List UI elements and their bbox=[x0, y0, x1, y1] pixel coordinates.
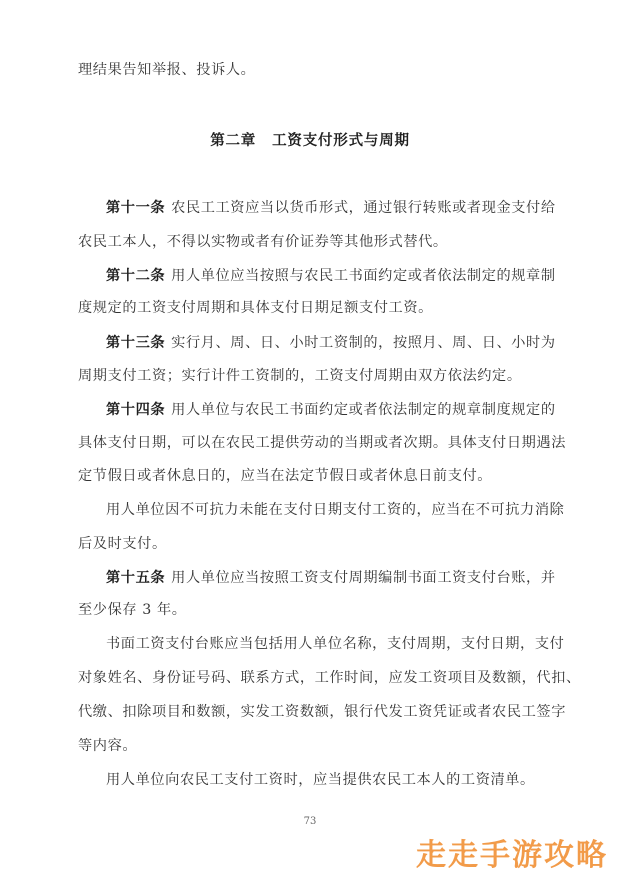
article-14-para-line-1: 用人单位因不可抗力未能在支付日期支付工资的，应当在不可抗力消除 bbox=[106, 502, 565, 518]
article-15-line-2: 至少保存 3 年。 bbox=[78, 602, 187, 618]
intro-line: 理结果告知举报、投诉人。 bbox=[78, 62, 256, 78]
article-14-para-line-2: 后及时支付。 bbox=[78, 536, 167, 552]
article-15-label: 第十五条 bbox=[106, 570, 166, 586]
article-15-para-line-2: 对象姓名、身份证号码、联系方式，工作时间，应发工资项目及数额，代扣、 bbox=[78, 670, 581, 686]
article-13-line-1: 第十三条 实行月、周、日、小时工资制的，按照月、周、日、小时为 bbox=[106, 335, 556, 351]
article-13-line-2: 周期支付工资；实行计件工资制的，工资支付周期由双方依法约定。 bbox=[78, 368, 522, 384]
article-14-label: 第十四条 bbox=[106, 402, 166, 418]
article-13-label: 第十三条 bbox=[106, 335, 166, 351]
page-number: 73 bbox=[303, 816, 317, 827]
article-12-label: 第十二条 bbox=[106, 268, 166, 284]
article-12-line-2: 度规定的工资支付周期和具体支付日期足额支付工资。 bbox=[78, 300, 433, 316]
article-15-para2-line-1: 用人单位向农民工支付工资时，应当提供农民工本人的工资清单。 bbox=[106, 772, 535, 788]
article-14-line-2: 具体支付日期，可以在农民工提供劳动的当期或者次期。具体支付日期遇法 bbox=[78, 435, 566, 451]
article-15-para-line-3: 代缴、扣除项目和数额，实发工资数额，银行代发工资凭证或者农民工签字 bbox=[78, 704, 566, 720]
article-12-line-1: 第十二条 用人单位应当按照与农民工书面约定或者依法制定的规章制 bbox=[106, 268, 556, 284]
article-11-line-2: 农民工本人，不得以实物或者有价证券等其他形式替代。 bbox=[78, 234, 448, 250]
article-11-label: 第十一条 bbox=[106, 200, 166, 216]
chapter-title: 工资支付形式与周期 bbox=[272, 132, 410, 149]
article-15-para-line-1: 书面工资支付台账应当包括用人单位名称，支付周期，支付日期，支付 bbox=[106, 636, 565, 652]
article-14-line-3: 定节假日或者休息日的，应当在法定节假日或者休息日前支付。 bbox=[78, 468, 493, 484]
article-15-line-1: 第十五条 用人单位应当按照工资支付周期编制书面工资支付台账，并 bbox=[106, 570, 556, 586]
article-11-line-1: 第十一条 农民工工资应当以货币形式，通过银行转账或者现金支付给 bbox=[106, 200, 556, 216]
watermark: 走走手游攻略 bbox=[416, 838, 608, 873]
article-14-line-1: 第十四条 用人单位与农民工书面约定或者依法制定的规章制度规定的 bbox=[106, 402, 556, 418]
chapter-number: 第二章 bbox=[210, 132, 257, 149]
chapter-heading bbox=[0, 129, 620, 150]
article-15-para-line-4: 等内容。 bbox=[78, 738, 138, 754]
